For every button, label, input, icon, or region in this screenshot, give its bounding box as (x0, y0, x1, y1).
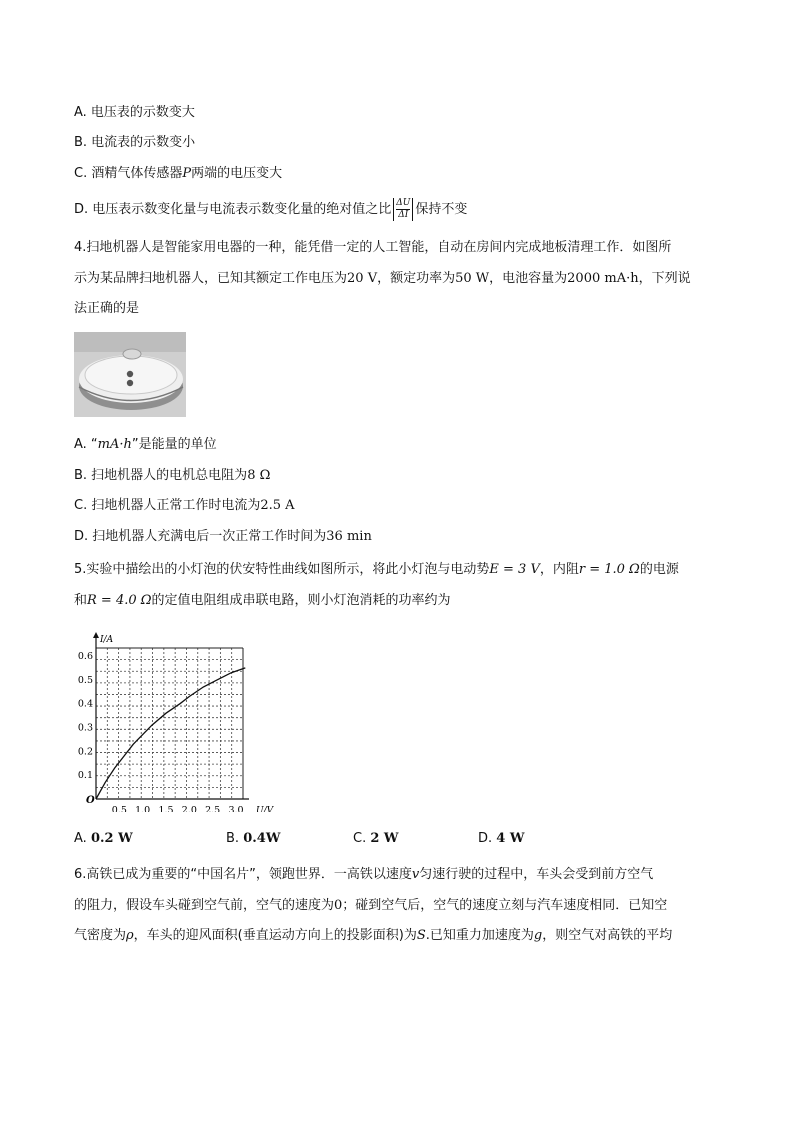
q3-option-d (74, 198, 467, 221)
q4-stem-line1: 4.扫地机器人是智能家用电器的一种，能凭借一定的人工智能，自动在房间内完成地板清理工作．如图所 (74, 240, 672, 255)
q4-power-value: 50 W (455, 271, 490, 286)
x-tick-label: 1.0 (135, 805, 151, 812)
q5-internal-resistance: r = 1.0 Ω (578, 562, 640, 577)
q5-option-d-letter: D. (478, 831, 493, 846)
q5-option-a (74, 830, 133, 848)
iv-chart-svg (70, 622, 285, 812)
q5-stem-line1 (74, 561, 679, 579)
q4-capacity-value: 2000 mA·h (567, 271, 639, 286)
q6-area: S (416, 928, 426, 943)
q3-option-c-var: P (182, 166, 192, 181)
q4-option-c-prefix: C. 扫地机器人正常工作时电流为 (74, 498, 261, 513)
q4-option-d-value: 36 min (326, 529, 372, 544)
q4-stem-line2-c: ，电池容量为 (489, 271, 568, 286)
fraction-numerator: ΔU (396, 198, 411, 208)
q5-option-d-value: 4 W (496, 831, 525, 846)
q6-stem-line1-b: 匀速行驶的过程中，车头会受到前方空气 (419, 867, 654, 882)
q5-option-c-letter: C. (353, 831, 367, 846)
y-tick-label: 0.4 (77, 698, 93, 710)
q3-option-d-fraction (393, 198, 413, 221)
x-tick-label: 0.5 (111, 805, 127, 812)
q6-stem-line1 (74, 866, 653, 884)
q5-emf: E = 3 V (489, 562, 540, 577)
q6-density: ρ (126, 928, 134, 943)
q5-option-b (226, 830, 280, 848)
q3-option-b: B. 电流表的示数变小 (74, 135, 196, 150)
q6-stem-line2 (74, 897, 667, 915)
q4-option-a (74, 436, 217, 454)
q4-stem-line3: 法正确的是 (74, 301, 140, 316)
q5-option-d (478, 830, 524, 848)
q5-stem-line2-a: 和 (74, 593, 88, 608)
q6-stem-line2-b: ；碰到空气后，空气的速度立刻与汽车速度相同．已知空 (342, 898, 668, 913)
x-tick-label: 1.5 (158, 805, 174, 812)
q4-option-d-prefix: D. 扫地机器人充满电后一次正常工作时间为 (74, 529, 327, 544)
robot-vacuum-image (74, 332, 186, 417)
q4-option-b-value: 8 Ω (247, 468, 271, 483)
y-tick-label: 0.1 (77, 770, 93, 782)
q6-zero: 0 (334, 898, 343, 913)
q5-option-b-value: 0.4W (243, 831, 281, 846)
q6-stem-line3-b: ，车头的迎风面积(垂直运动方向上的投影面积)为 (133, 928, 417, 943)
q5-option-c-value: 2 W (370, 831, 399, 846)
q3-option-c-suffix: 两端的电压变大 (191, 166, 283, 181)
q5-stem-line1-c: 的电源 (639, 562, 679, 577)
q5-option-a-value: 0.2 W (90, 831, 133, 846)
robot-vacuum-illustration (74, 332, 186, 417)
y-tick-label: 0.5 (77, 674, 93, 686)
q3-option-d-suffix: 保持不变 (415, 202, 468, 217)
y-tick-label: 0.2 (77, 746, 93, 758)
q6-stem-line1-a: 6.高铁已成为重要的“中国名片”，领跑世界．一高铁以速度 (74, 867, 412, 882)
q4-option-c (74, 497, 295, 515)
q3-option-a: A. 电压表的示数变大 (74, 105, 195, 120)
y-tick-label: 0.3 (77, 722, 93, 734)
x-axis-label: U/V (256, 806, 274, 812)
y-tick-label: 0.6 (77, 651, 93, 662)
q5-stem-line2 (74, 592, 451, 610)
q4-stem-line2-b: ，额定功率为 (377, 271, 456, 286)
q6-stem-line3-c: .已知重力加速度为 (425, 928, 534, 943)
q4-option-a-prefix: A. “ (74, 437, 98, 452)
q5-option-c (353, 830, 399, 848)
q3-option-d-prefix: D. 电压表示数变化量与电流表示数变化量的绝对值之比 (74, 202, 392, 217)
q6-stem-line2-a: 的阻力，假设车头碰到空气前，空气的速度为 (74, 898, 335, 913)
y-axis-arrow (93, 632, 99, 638)
q4-stem-line2-a: 示为某品牌扫地机器人，已知其额定工作电压为 (74, 271, 348, 286)
q5-stem-line2-b: 的定值电阻组成串联电路，则小灯泡消耗的功率约为 (151, 593, 451, 608)
q5-stem-line1-b: ，内阻 (539, 562, 579, 577)
q5-stem-line1-a: 5.实验中描绘出的小灯泡的伏安特性曲线如图所示，将此小灯泡与电动势 (74, 562, 490, 577)
q4-stem-line2 (74, 270, 691, 288)
q5-option-b-letter: B. (226, 831, 240, 846)
x-tick-label: 3.0 (228, 805, 244, 812)
q3-option-c (74, 165, 282, 183)
q6-stem-line3-a: 气密度为 (74, 928, 127, 943)
q4-option-b (74, 467, 270, 485)
q5-option-a-letter: A. (74, 831, 87, 846)
q4-voltage-value: 20 V (347, 271, 378, 286)
iv-characteristic-chart (70, 622, 285, 816)
y-axis-label: I/A (100, 635, 114, 645)
q4-option-a-unit: mA·h (97, 437, 132, 452)
q4-option-b-prefix: B. 扫地机器人的电机总电阻为 (74, 468, 248, 483)
q6-stem-line3-d: ，则空气对高铁的平均 (542, 928, 673, 943)
x-tick-label: 2.5 (205, 805, 221, 812)
origin-label: O (86, 795, 95, 806)
q6-gravity: g (533, 928, 543, 943)
q4-stem-line2-d: ，下列说 (638, 271, 691, 286)
q4-option-d (74, 528, 372, 546)
q6-stem-line3 (74, 927, 672, 945)
q3-option-c-prefix: C. 酒精气体传感器 (74, 166, 183, 181)
x-tick-label: 2.0 (181, 805, 197, 812)
q5-fixed-resistance: R = 4.0 Ω (87, 593, 152, 608)
q6-velocity: v (411, 867, 420, 882)
q4-option-c-value: 2.5 A (260, 498, 295, 513)
fraction-denominator: ΔI (398, 210, 409, 220)
q4-option-a-suffix: ”是能量的单位 (131, 437, 217, 452)
